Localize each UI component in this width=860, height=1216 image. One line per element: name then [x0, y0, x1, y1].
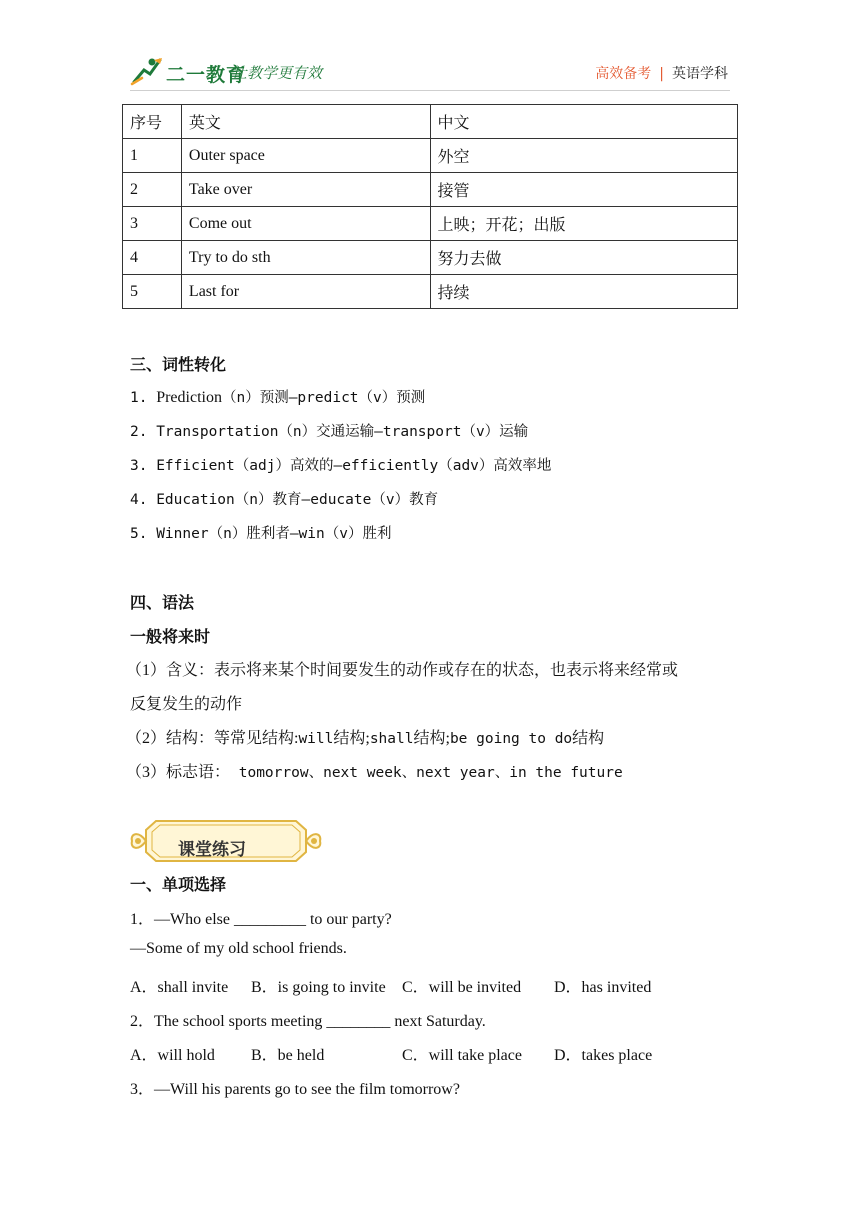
item-word: Education	[156, 492, 235, 508]
table-cell: Take over	[181, 173, 430, 207]
section3-title: 三、词性转化	[130, 355, 227, 374]
word-form-item	[130, 386, 425, 407]
table-cell: Try to do sth	[181, 241, 430, 275]
grammar-signal-words	[126, 759, 623, 782]
item-number: 3.	[130, 458, 148, 474]
item-detail: （n）交通运输—transport（v）运输	[278, 424, 529, 440]
item-number: 1.	[130, 390, 148, 406]
table-cell: 5	[123, 275, 182, 309]
item-number: 2.	[130, 424, 148, 440]
q1-option-d: D．has invited	[554, 979, 652, 996]
table-header-row	[123, 105, 738, 139]
header-right	[595, 63, 728, 83]
item-detail: （n）教育—educate（v）教育	[234, 492, 439, 508]
question-1: 1．—Who else _________ to our party?	[130, 911, 392, 928]
classroom-practice-banner	[128, 818, 324, 864]
logo-name: 二一教育	[166, 64, 247, 86]
word-form-item	[130, 488, 438, 509]
table-row	[123, 275, 738, 309]
grammar-meaning-line1: （1）含义：表示将来某个时间要发生的动作或存在的状态，也表示将来经常或	[126, 662, 679, 679]
table-row	[123, 207, 738, 241]
table-row	[123, 241, 738, 275]
signal-prefix: （3）标志语：	[126, 764, 231, 781]
structure-prefix: （2）结构：等常见结构:	[126, 730, 299, 747]
table-cell: 2	[123, 173, 182, 207]
table-cell: 努力去做	[430, 241, 737, 275]
vocabulary-table	[122, 104, 738, 309]
header-divider	[130, 90, 730, 91]
table-cell: 持续	[430, 275, 737, 309]
table-cell: Outer space	[181, 139, 430, 173]
structure-keyword: shall	[369, 731, 414, 747]
item-number: 4.	[130, 492, 148, 508]
q1-option-b: B．is going to invite	[251, 979, 386, 996]
table-cell: 外空	[430, 139, 737, 173]
item-word: Winner	[156, 526, 209, 542]
question-2: 2．The school sports meeting ________ next Saturday.	[130, 1013, 486, 1030]
section4-title: 四、语法	[130, 593, 195, 612]
q2-option-b: B．be held	[251, 1047, 325, 1064]
question-1-answer-line: —Some of my old school friends.	[130, 940, 347, 957]
table-cell: Come out	[181, 207, 430, 241]
exam-label: 高效备考	[595, 66, 652, 82]
structure-suffix: 结构	[572, 730, 605, 747]
table-header-cell: 序号	[123, 105, 182, 139]
header-separator: |	[659, 66, 664, 82]
logo-slogan: 让教学更有效	[232, 64, 323, 82]
page-header	[130, 52, 730, 92]
q2-option-d: D．takes place	[554, 1047, 653, 1064]
table-cell: 接管	[430, 173, 737, 207]
structure-suffix: 结构;	[413, 730, 450, 747]
q1-option-a: A．shall invite	[130, 979, 229, 996]
item-word: Prediction	[156, 389, 222, 406]
table-header-cell: 英文	[181, 105, 430, 139]
question-3: 3．—Will his parents go to see the film tomorrow?	[130, 1081, 460, 1098]
table-cell: Last for	[181, 275, 430, 309]
q1-option-c: C．will be invited	[402, 979, 522, 996]
q2-option-c: C．will take place	[402, 1047, 522, 1064]
table-header-cell: 中文	[430, 105, 737, 139]
table-row	[123, 173, 738, 207]
item-number: 5.	[130, 526, 148, 542]
running-figure-logo-icon	[130, 56, 164, 86]
banner-label: 课堂练习	[178, 840, 246, 860]
structure-suffix: 结构;	[333, 730, 370, 747]
q2-option-a: A．will hold	[130, 1047, 215, 1064]
item-detail: （n）胜利者—win（v）胜利	[208, 526, 392, 542]
item-word: Transportation	[156, 424, 279, 440]
exercise-section-title: 一、单项选择	[130, 875, 227, 894]
word-form-item	[130, 420, 528, 441]
word-form-item	[130, 454, 551, 475]
grammar-subtitle: 一般将来时	[130, 627, 211, 646]
grammar-meaning-line2: 反复发生的动作	[130, 696, 243, 713]
structure-keyword: will	[298, 731, 334, 747]
table-cell: 4	[123, 241, 182, 275]
structure-keyword: be going to do	[449, 731, 573, 747]
item-detail: （adj）高效的—efficiently（adv）高效率地	[234, 458, 552, 474]
table-cell: 3	[123, 207, 182, 241]
table-cell: 上映；开花；出版	[430, 207, 737, 241]
word-form-item	[130, 522, 391, 543]
grammar-structure	[126, 725, 604, 748]
table-cell: 1	[123, 139, 182, 173]
table-row	[123, 139, 738, 173]
signal-words: tomorrow、next week、next year、in the future	[230, 765, 623, 781]
item-detail: （n）预测—predict（v）预测	[221, 390, 426, 406]
subject-label: 英语学科	[672, 66, 728, 82]
item-word: Efficient	[156, 458, 235, 474]
